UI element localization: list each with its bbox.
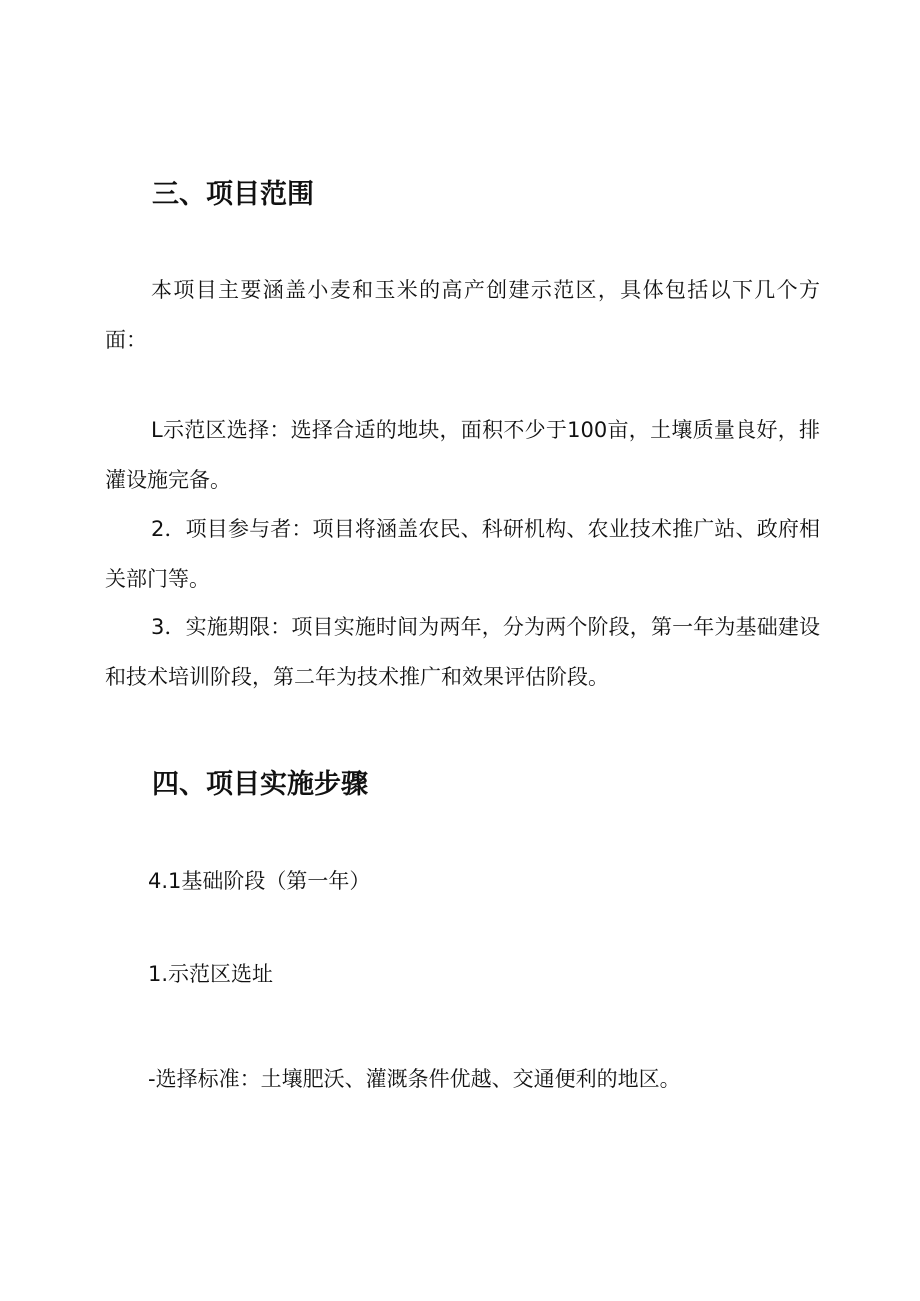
step-1-title: 1.示范区选址 — [148, 962, 274, 986]
scope-item-3-paragraph: 3．实施期限：项目实施时间为两年，分为两个阶段，第一年为基础建设和技术培训阶段，第二年为技术推广和效果评估阶段。 — [105, 615, 820, 689]
section-3-intro-paragraph: 本项目主要涵盖小麦和玉米的高产创建示范区，具体包括以下几个方面： — [105, 278, 820, 352]
scope-item-1-paragraph: L示范区选择：选择合适的地块，面积不少于100亩，土壤质量良好，排灌设施完备。 — [105, 418, 820, 492]
section-4-heading: 四、项目实施步骤 — [152, 769, 368, 800]
section-3-heading: 三、项目范围 — [152, 179, 314, 210]
subsection-4-1-heading: 4.1基础阶段（第一年） — [148, 869, 371, 893]
scope-item-2-paragraph: 2．项目参与者：项目将涵盖农民、科研机构、农业技术推广站、政府相关部门等。 — [105, 517, 820, 591]
selection-criteria-line: -选择标准：土壤肥沃、灌溉条件优越、交通便利的地区。 — [148, 1067, 681, 1091]
